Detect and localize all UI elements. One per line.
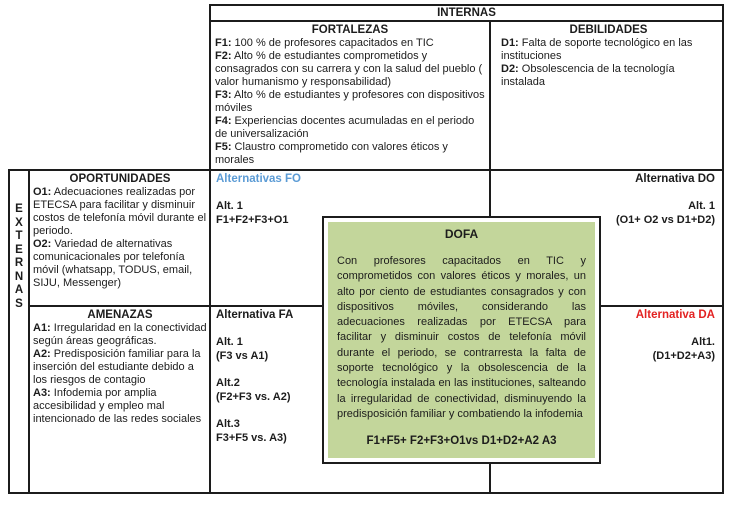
fa-alt-formula: (F3 vs A1) <box>216 350 269 362</box>
externas-axis-cell <box>8 169 30 494</box>
fa-alt-label: Alt.3 <box>216 418 240 430</box>
item-text: Falta de soporte tecnológico en las instituciones <box>501 37 693 62</box>
externas-letter: X <box>15 216 23 229</box>
fortalezas-item <box>215 37 485 50</box>
fo-alt-formula: F1+F2+F3+O1 <box>216 214 289 226</box>
externas-letter: E <box>15 243 23 256</box>
oportunidades-item <box>33 238 207 290</box>
item-text: Claustro comprometido con valores éticos y morales <box>215 141 448 166</box>
do-alt-formula: (O1+ O2 vs D1+D2) <box>615 214 715 226</box>
da-alt-formula: (D1+D2+A3) <box>652 350 715 362</box>
item-text: Alto % de estudiantes y profesores con dispositivos móviles <box>215 89 485 114</box>
alternativa-do-title: Alternativa DO <box>635 173 715 185</box>
debilidades-item <box>501 37 716 63</box>
item-id: F3: <box>215 89 232 101</box>
item-text: Predisposición familiar para la inserción del estudiante debido a los riesgos de contagio <box>33 348 201 386</box>
dofa-title: DOFA <box>444 227 479 241</box>
alternativa-da-title: Alternativa DA <box>635 309 715 321</box>
item-text: Experiencias docentes acumuladas en el periodo de universalización <box>215 115 475 140</box>
fortalezas-item <box>215 141 485 167</box>
fa-alt-label: Alt. 1 <box>216 336 243 348</box>
fa-alt-formula: (F2+F3 vs. A2) <box>216 391 291 403</box>
externas-letter: N <box>14 270 24 283</box>
item-text: Irregularidad en la conectividad según áreas geográficas. <box>33 322 207 347</box>
fa-alt-formula: F3+F5 vs. A3) <box>216 432 287 444</box>
amenazas-title: AMENAZAS <box>87 309 153 321</box>
item-id: F2: <box>215 50 232 62</box>
debilidades-item <box>501 63 716 89</box>
item-id: F4: <box>215 115 232 127</box>
debilidades-title: DEBILIDADES <box>569 24 648 36</box>
item-id: A2: <box>33 348 51 360</box>
fortalezas-title: FORTALEZAS <box>311 24 389 36</box>
fortalezas-item <box>215 115 485 141</box>
externas-letter: S <box>15 297 23 310</box>
item-text: Obsolescencia de la tecnología instalada <box>501 63 675 88</box>
amenazas-item <box>33 387 207 426</box>
fo-alt-label: Alt. 1 <box>216 200 243 212</box>
alternativas-fo-title: Alternativas FO <box>216 173 301 185</box>
item-id: F1: <box>215 37 232 49</box>
da-alt-label: Alt1. <box>691 336 715 348</box>
item-text: Adecuaciones realizadas por ETECSA para facilitar y disminuir costos de telefonía móvil durante el periodo. <box>33 186 207 237</box>
item-id: F5: <box>215 141 232 153</box>
externas-letter: R <box>14 257 24 269</box>
internas-header-label: INTERNAS <box>437 6 496 19</box>
item-id: A3: <box>33 387 51 399</box>
amenazas-cell <box>28 305 211 494</box>
dofa-formula: F1+F5+ F2+F3+O1vs D1+D2+A2 A3 <box>366 435 557 448</box>
debilidades-cell <box>489 20 724 171</box>
fa-alt-label: Alt.2 <box>216 377 240 389</box>
fortalezas-cell <box>209 20 491 171</box>
item-text: Alto % de estudiantes comprometidos y consagrados con su carrera y con la salud del pueblo ( valor humanismo y responsabilidad) <box>215 50 483 88</box>
externas-letter: E <box>15 203 23 215</box>
oportunidades-title: OPORTUNIDADES <box>69 173 171 185</box>
item-id: A1: <box>33 322 51 334</box>
externas-letter: A <box>14 284 24 296</box>
item-id: D1: <box>501 37 519 49</box>
item-text: Variedad de alternativas comunicacionales por telefonía móvil (whatsapp, TODUS, email, SIJU, Messenger) <box>33 238 193 289</box>
dofa-body-text: Con profesores capacitados en TIC y comprometidos con valores éticos y morales, un alto por ciento de estudiantes consagrados y con dispositivos móviles, considerando las adecuaciones realizadas por ETECSA para facilitar y disminuir costos de telefonía móvil durante el periodo, se contrarresta la falta de soporte tecnológico y la obsolescencia de la tecnología instalada en las instituciones, salteando la irregularidad de conectividad, disminuyendo la predisposición familiar y combatiendo la infodemia <box>337 255 586 420</box>
dofa-summary-inner <box>328 222 595 458</box>
item-id: O2: <box>33 238 52 250</box>
item-text: Infodemia por amplia accesibilidad y empleo mal intencionado de las redes sociales <box>33 387 202 425</box>
fortalezas-item <box>215 50 485 89</box>
alternativa-fa-title: Alternativa FA <box>216 309 294 321</box>
dofa-summary-box <box>322 216 601 464</box>
fortalezas-item <box>215 89 485 115</box>
amenazas-item <box>33 348 207 387</box>
oportunidades-cell <box>28 169 211 307</box>
oportunidades-item <box>33 186 207 238</box>
item-id: O1: <box>33 186 52 198</box>
item-text: 100 % de profesores capacitados en TIC <box>231 37 434 49</box>
do-alt-label: Alt. 1 <box>688 200 715 212</box>
item-id: D2: <box>501 63 519 75</box>
amenazas-item <box>33 322 207 348</box>
externas-letter: T <box>15 230 23 242</box>
